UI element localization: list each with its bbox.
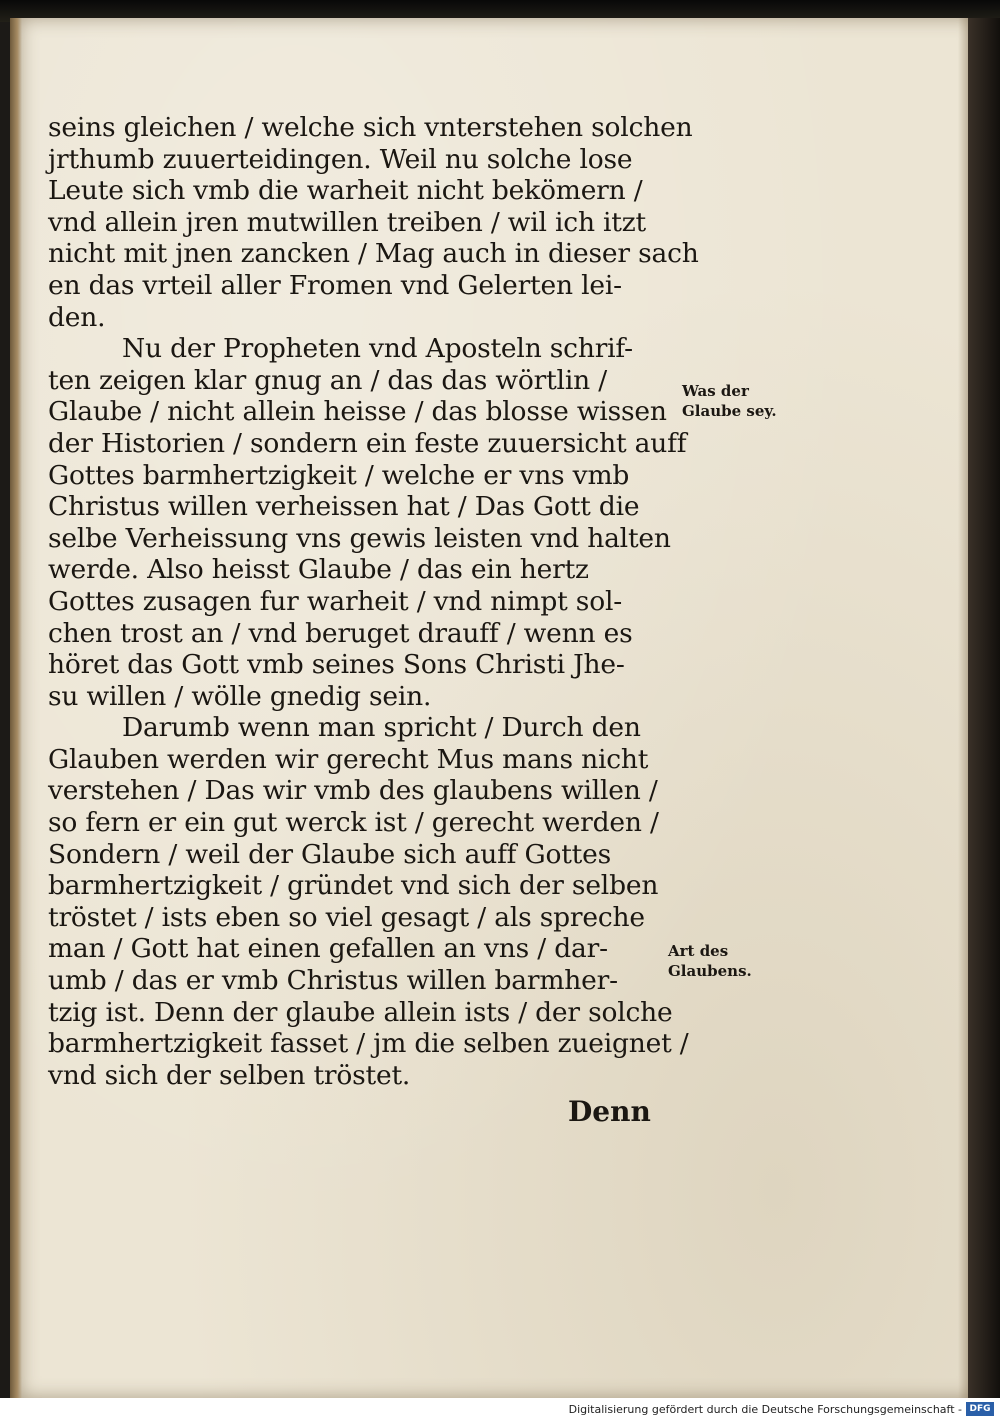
text-line: Sondern / weil der Glaube sich auff Gottes bbox=[48, 838, 612, 870]
paragraph-start-line: Nu der Propheten vnd Aposteln schrif- bbox=[122, 333, 633, 365]
text-line: höret das Gott vmb seines Sons Christi Jhe- bbox=[48, 649, 625, 681]
text-line: vnd allein jren mutwillen treiben / wil ich itzt bbox=[48, 206, 646, 238]
text-line: Leute sich vmb die warheit nicht bekömern / bbox=[48, 175, 643, 207]
text-line: nicht mit jnen zancken / Mag auch in dieser sach bbox=[48, 238, 699, 270]
text-line: verstehen / Das wir vmb des glaubens willen / bbox=[48, 775, 658, 807]
paragraph-start-line: Darumb wenn man spricht / Durch den bbox=[122, 712, 641, 744]
text-line: vnd sich der selben tröstet. bbox=[48, 1059, 411, 1091]
text-line: barmhertzigkeit / gründet vnd sich der selben bbox=[48, 870, 659, 902]
marginal-note-art bbox=[668, 941, 752, 981]
dfg-logo-icon: DFG bbox=[966, 1402, 994, 1416]
scan-border-right bbox=[968, 18, 1000, 1398]
text-line: umb / das er vmb Christus willen barmher- bbox=[48, 965, 618, 997]
text-line: man / Gott hat einen gefallen an vns / dar- bbox=[48, 933, 608, 965]
marginal-note-line: Art des bbox=[668, 942, 729, 960]
text-line: Glauben werden wir gerecht Mus mans nicht bbox=[48, 743, 649, 775]
text-line: ten zeigen klar gnug an / das das wörtlin / bbox=[48, 364, 607, 396]
text-line: Gottes zusagen fur warheit / vnd nimpt sol- bbox=[48, 585, 622, 617]
text-line: tröstet / ists eben so viel gesagt / als spreche bbox=[48, 901, 645, 933]
page-spine-shadow bbox=[10, 18, 22, 1398]
text-line: Gottes barmhertzigkeit / welche er vns vmb bbox=[48, 459, 630, 491]
marginal-note-line: Was der bbox=[682, 382, 749, 400]
text-line: jrthumb zuuerteidingen. Weil nu solche lose bbox=[48, 143, 633, 175]
text-line: Glaube / nicht allein heisse / das blosse wissen bbox=[48, 396, 667, 428]
text-line: su willen / wölle gnedig sein. bbox=[48, 680, 432, 712]
text-line: selbe Verheissung vns gewis leisten vnd halten bbox=[48, 522, 671, 554]
text-line: chen trost an / vnd beruget drauff / wenn es bbox=[48, 617, 633, 649]
text-line: der Historien / sondern ein feste zuuersicht auff bbox=[48, 427, 687, 459]
page-edge-shadow bbox=[958, 18, 968, 1398]
digitization-footer bbox=[0, 1398, 1000, 1421]
catchword: Denn bbox=[568, 1095, 651, 1128]
text-line: werde. Also heisst Glaube / das ein hertz bbox=[48, 554, 589, 586]
text-line: barmhertzigkeit fasset / jm die selben zueignet / bbox=[48, 1028, 689, 1060]
text-line: so fern er ein gut werck ist / gerecht werden / bbox=[48, 807, 659, 839]
marginal-note-line: Glaube sey. bbox=[682, 402, 777, 420]
text-line: tzig ist. Denn der glaube allein ists / der solche bbox=[48, 996, 673, 1028]
marginal-note-glaube bbox=[682, 381, 777, 421]
text-line: Christus willen verheissen hat / Das Gott die bbox=[48, 491, 640, 523]
marginal-note-line: Glaubens. bbox=[668, 962, 752, 980]
text-line: en das vrteil aller Fromen vnd Gelerten lei- bbox=[48, 269, 622, 301]
footer-credit: Digitalisierung gefördert durch die Deutsche Forschungsgemeinschaft - bbox=[568, 1403, 962, 1416]
text-line: seins gleichen / welche sich vnterstehen solchen bbox=[48, 112, 693, 143]
text-line: den. bbox=[48, 301, 106, 333]
